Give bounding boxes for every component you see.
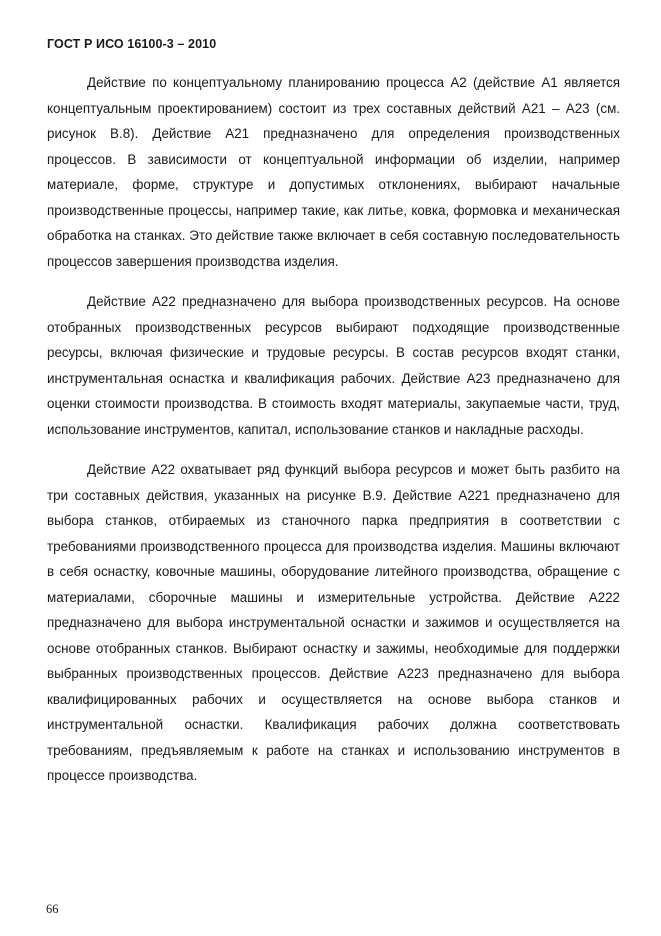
page-number: 66: [46, 902, 59, 916]
document-header: ГОСТ Р ИСО 16100-3 – 2010: [47, 37, 217, 51]
paragraph-1: Действие по концептуальному планированию процесса А2 (действие А1 является концептуальным проектированием) состоит из трех составных действий А21 – А23 (см. рисунок В.8). Действие А21 предназначено для определения производственных процессов. В зависимости от концептуальной информации об изделии, например материале, форме, структуре и допустимых отклонениях, выбирают начальные производственные процессы, например такие, как литье, ковка, формовка и механическая обработка на станках. Это действие также включает в себя составную последовательность процессов завершения производства изделия.: [47, 75, 620, 269]
paragraph-3: Действие А22 охватывает ряд функций выбора ресурсов и может быть разбито на три составных действия, указанных на рисунке В.9. Действие А221 предназначено для выбора станков, отбираемых из станочного парка предприятия в соответствии с требованиями производственного процесса для производства изделия. Машины включают в себя оснастку, ковочные машины, оборудование литейного производства, обращение с материалами, сборочные машины и измерительные устройства. Действие А222 предназначено для выбора инструментальной оснастки и зажимов и осуществляется на основе отобранных станков. Выбирают оснастку и зажимы, необходимые для поддержки выбранных производственных процессов. Действие А223 предназначено для выбора квалифицированных рабочих и осуществляется на основе выбора станков и инструментальной оснастки. Квалификация рабочих должна соответствовать требованиям, предъявляемым к работе на станках и использованию инструментов в процессе производства.: [47, 462, 620, 783]
paragraph-2: Действие А22 предназначено для выбора производственных ресурсов. На основе отобранных производственных ресурсов выбирают подходящие производственные ресурсы, включая физические и трудовые ресурсы. В состав ресурсов входят станки, инструментальная оснастка и квалификация рабочих. Действие А23 предназначено для оценки стоимости производства. В стоимость входят материалы, закупаемые части, труд, использование инструментов, капитал, использование станков и накладные расходы.: [47, 294, 620, 437]
document-body: [47, 70, 620, 804]
